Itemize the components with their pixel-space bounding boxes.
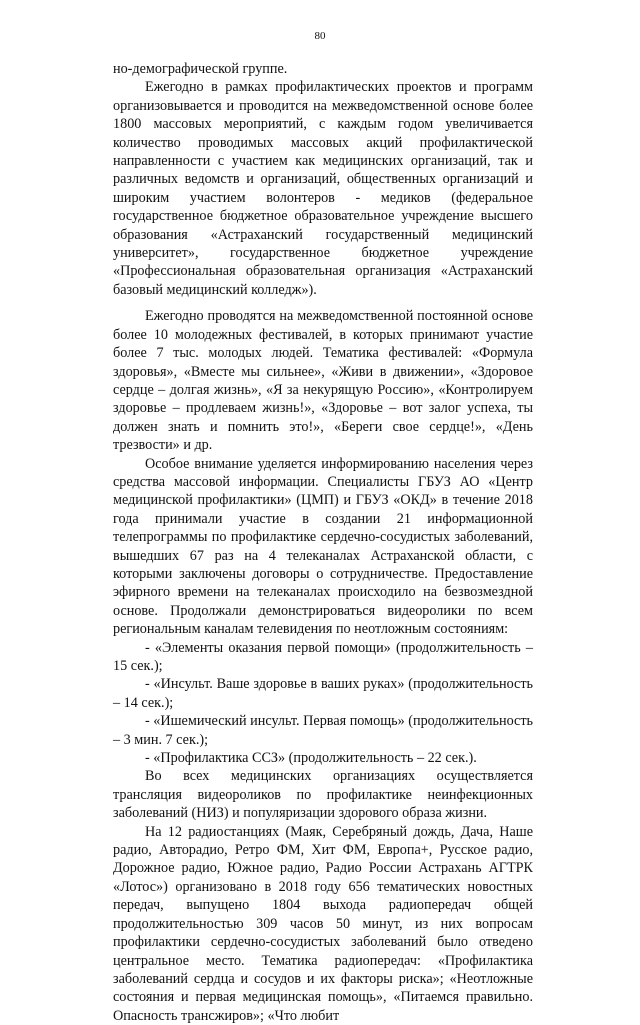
list-item-cvd-prevention: - «Профилактика ССЗ» (продолжительность – 22 сек.). <box>145 750 477 767</box>
page-number: 80 <box>314 30 326 42</box>
paragraph-radio-stations: На 12 радиостанциях (Маяк, Серебряный дождь, Дача, Наше радио, Авторадио, Ретро ФМ, Хит ФМ, Европа+, Русское радио, Дорожное радио, Южное радио, Радио России Астрахань АГТРК «Лотос») организовано в 2018 году 656 тематических новостных передач, выпущено 1804 выхода радиопередач общей продолжительностью 309 часов 50 минут, из них вопросам профилактики сердечно-сосудистых заболеваний было отведено центральное место. Тематика радиопередач: «Профилактика заболеваний сердца и сосудов и их факторы риска»; «Неотложные состояния и первая медицинская помощь», «Питаемся правильно. Опасность трансжиров»; «Что любит <box>113 823 533 1024</box>
paragraph-mass-events: Ежегодно в рамках профилактических проектов и программ организовывается и проводится на межведомственной основе более 1800 массовых мероприятий, с каждым годом увеличивается количество проводимых массовых акций профилактической направленности с участием как медицинских организаций, так и различных ведомств и организаций, общественных организаций и широким участием волонтеров - медиков (федеральное государственное бюджетное образовательное учреждение высшего образования «Астраханский государственный медицинский университет», государственное бюджетное учреждение «Профессиональная образовательная организация «Астраханский базовый медицинский колледж»). <box>113 79 533 298</box>
document-body <box>113 60 533 1025</box>
paragraph-continuation: но-демографической группе. <box>113 61 288 77</box>
paragraph-youth-festivals: Ежегодно проводятся на межведомственной постоянной основе более 10 молодежных фестивалей, в которых принимают участие более 7 тыс. молодых людей. Тематика фестивалей: «Формула здоровья», «Вместе мы сильнее», «Живи в движении», «Здоровое сердце – долгая жизнь», «Я за некурящую Россию», «Контролируем здоровье – продлеваем жизнь!», «Здоровье – вот залог успеха, ты должен знать и помнить это!», «Береги свое сердце!», «День трезвости» и др. <box>113 308 533 454</box>
list-item-first-aid: - «Элементы оказания первой помощи» (продолжительность – 15 сек.); <box>113 639 533 674</box>
list-item-stroke: - «Инсульт. Ваше здоровье в ваших руках» (продолжительность – 14 сек.); <box>113 676 533 711</box>
paragraph-media-information: Особое внимание уделяется информированию населения через средства массовой информации. Специалисты ГБУЗ АО «Центр медицинской профилактики» (ЦМП) и ГБУЗ «ОКД» в течение 2018 года принимали участие в создании 21 информационной телепрограммы по профилактике сердечно-сосудистых заболеваний, вышедших 67 раз на 4 телеканалах Астраханской области, с которыми заключены договоры о сотрудничестве. Предоставление эфирного времени на телеканалах происходило на безвозмездной основе. Продолжали демонстрироваться видеоролики по всем региональным каналам телевидения по неотложным состояниям: <box>113 455 533 638</box>
paragraph-video-broadcast: Во всех медицинских организациях осуществляется трансляция видеороликов по профилактике неинфекционных заболеваний (НИЗ) и популяризации здорового образа жизни. <box>113 768 533 822</box>
list-item-ischemic-stroke: - «Ишемический инсульт. Первая помощь» (продолжительность – 3 мин. 7 сек.); <box>113 713 533 748</box>
